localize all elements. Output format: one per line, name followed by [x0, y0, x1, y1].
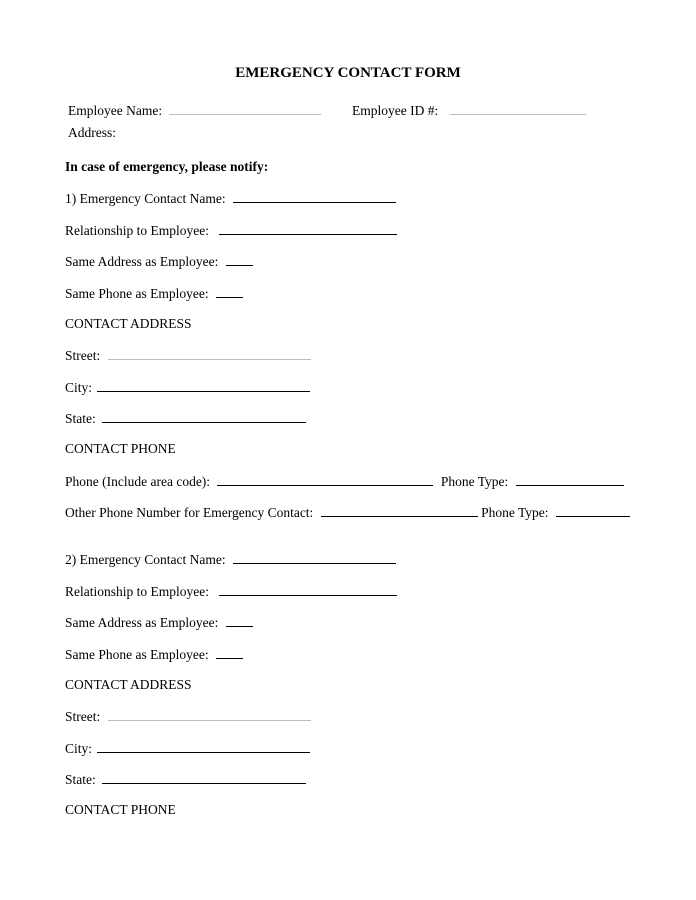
contact1-address-heading: CONTACT ADDRESS — [65, 316, 192, 331]
contact2-address-heading: CONTACT ADDRESS — [65, 677, 192, 692]
contact2-relationship-row — [65, 582, 397, 600]
contact1-other-phone-field[interactable] — [321, 503, 478, 517]
contact1-phone-type-field[interactable] — [516, 472, 624, 486]
contact1-same-address-field[interactable] — [226, 252, 253, 266]
contact2-state-row — [65, 770, 306, 788]
employee-id-field[interactable] — [450, 101, 586, 115]
contact1-relationship-row — [65, 221, 397, 239]
contact2-same-phone-field[interactable] — [216, 645, 243, 659]
contact1-phone-field[interactable] — [217, 472, 433, 486]
contact1-name-label: 1) Emergency Contact Name: — [65, 191, 226, 206]
contact2-relationship-field[interactable] — [219, 582, 397, 596]
notify-heading: In case of emergency, please notify: — [65, 159, 269, 174]
contact2-relationship-label: Relationship to Employee: — [65, 584, 209, 599]
contact1-state-row — [65, 409, 306, 427]
contact1-same-phone-row — [65, 284, 243, 302]
contact1-name-row — [65, 189, 396, 207]
contact1-same-phone-label: Same Phone as Employee: — [65, 286, 209, 301]
contact1-other-phone-type-field[interactable] — [556, 503, 630, 517]
contact2-same-address-field[interactable] — [226, 613, 253, 627]
contact1-other-phone-row — [65, 503, 630, 521]
contact2-city-row — [65, 739, 310, 757]
employee-address-row — [68, 124, 116, 142]
employee-name-label: Employee Name: — [68, 103, 163, 118]
form-title: EMERGENCY CONTACT FORM — [235, 65, 461, 81]
employee-name-field[interactable] — [169, 101, 321, 115]
contact1-same-phone-field[interactable] — [216, 284, 243, 298]
contact2-same-address-row — [65, 613, 253, 631]
contact1-state-label: State: — [65, 411, 96, 426]
employee-id-row — [352, 101, 586, 119]
employee-address-label: Address: — [68, 125, 116, 140]
contact1-name-field[interactable] — [233, 189, 396, 203]
contact1-relationship-label: Relationship to Employee: — [65, 223, 209, 238]
contact1-same-address-label: Same Address as Employee: — [65, 254, 219, 269]
contact1-street-field[interactable] — [108, 346, 311, 360]
contact1-city-label: City: — [65, 380, 93, 395]
contact2-street-field[interactable] — [108, 707, 311, 721]
contact1-street-row — [65, 346, 311, 364]
contact1-phone-row — [65, 472, 624, 490]
contact1-street-label: Street: — [65, 348, 101, 363]
contact1-state-field[interactable] — [102, 409, 306, 423]
contact2-street-row — [65, 707, 311, 725]
contact2-same-phone-row — [65, 645, 243, 663]
contact2-city-field[interactable] — [97, 739, 310, 753]
contact1-phone-type-label: Phone Type: — [440, 474, 509, 489]
contact1-relationship-field[interactable] — [219, 221, 397, 235]
contact1-other-phone-type-label: Phone Type: — [481, 505, 549, 520]
contact1-other-phone-label: Other Phone Number for Emergency Contact: — [65, 505, 314, 520]
contact1-phone-label: Phone (Include area code): — [65, 474, 211, 489]
contact2-name-row — [65, 550, 396, 568]
employee-id-label: Employee ID #: — [352, 103, 439, 118]
employee-name-row — [68, 101, 321, 119]
contact2-same-address-label: Same Address as Employee: — [65, 615, 219, 630]
contact2-phone-heading: CONTACT PHONE — [65, 802, 176, 817]
contact1-city-field[interactable] — [97, 378, 310, 392]
contact2-name-label: 2) Emergency Contact Name: — [65, 552, 226, 567]
contact2-city-label: City: — [65, 741, 93, 756]
contact1-city-row — [65, 378, 310, 396]
contact2-state-label: State: — [65, 772, 96, 787]
contact2-state-field[interactable] — [102, 770, 306, 784]
contact1-same-address-row — [65, 252, 253, 270]
contact2-same-phone-label: Same Phone as Employee: — [65, 647, 209, 662]
contact2-street-label: Street: — [65, 709, 101, 724]
contact2-name-field[interactable] — [233, 550, 396, 564]
contact1-phone-heading: CONTACT PHONE — [65, 441, 176, 456]
